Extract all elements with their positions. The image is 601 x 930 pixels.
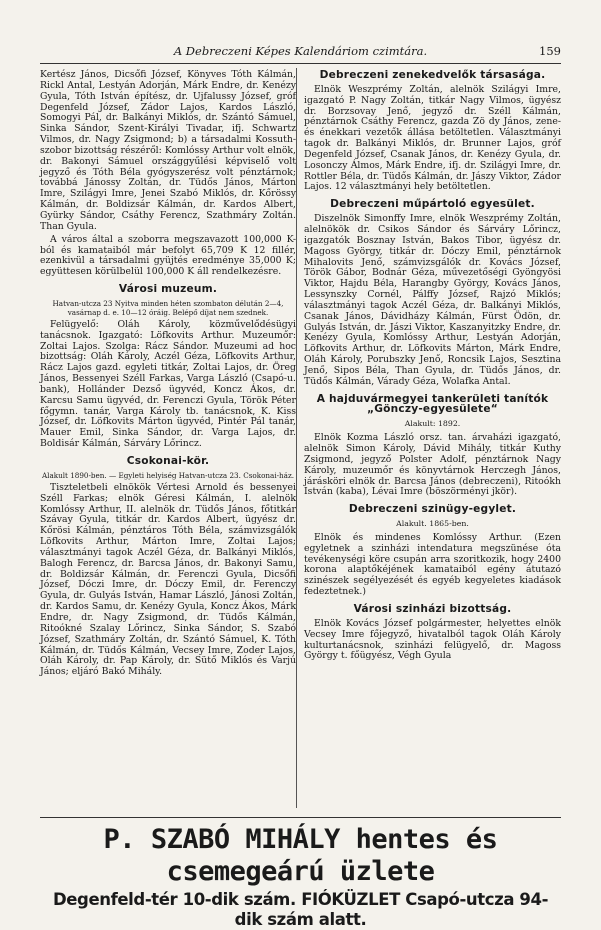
gonczy-paragraph: Elnök Kozma László orsz. tan. árvaházi igazgató, alelnök Simon Károly, Dávid Mihály, titkár Kuthy Zsigmond, jegyző Polster Adolf, pénztárnok Nagy Károly, muzeumőr és könyvtárnok Herczegh János, járásköri elnök dr. Barcsa János (debreczeni), Ritoókh István (kaba), Lévai Imre (böszörményi jkör). [304,432,561,498]
column-divider [296,68,297,808]
szinhazi-heading: Városi szinházi bizottság. [353,602,512,615]
csokonai-heading: Csokonai-kör. [126,455,210,467]
csokonai-paragraph: Tiszteletbeli elnökök Vértesi Arnold és bessenyei Széll Farkas; elnök Géresi Kálmán, I. alelnök Komlóssy Arthur, II. alelnök dr. Tüdős János, főtitkár Szávay Gyula, titkár dr. Kardos Albert, ügyész dr. Kőrösi Kálmán, pénztáros Tóth Béla, számvizsgálók Löfkovits Arthur, Márton Imre, Zoltai Lajos; választmányi tagok Aczél Géza, dr. Balkányi Miklós, Balogh Ferencz, dr. Barcsa János, dr. Bakonyi Samu, dr. Boldizsár Kálmán, dr. Ferenczi Gyula, Dicsőfi József, Dóczi Imre, dr. Dóczy Emil, dr. Ferenczy Gyula, dr. Gulyás István, Hamar László, Jánosi Zoltán, dr. Kardos Samu, dr. Kenézy Gyula, Koncz Ákos, Márk Endre, dr. Nagy Zsigmond, dr. Tüdős Kálmán, Ritoókné Szalay Lőrincz, Sinka Sándor, S. Szabó József, Szathmáry Zoltán, dr. Szántó Sámuel, K. Tóth Kálmán, dr. Tüdős Kálmán, Vecsey Imre, Zoder Lajos, Oláh Károly, dr. Pap Károly, dr. Sütő Miklós és Varjú János; eljáró Bakó Mihály. [40,481,296,678]
mupartolo-paragraph: Diszelnök Simonffy Imre, elnök Weszprémy Zoltán, alelnökök dr. Csikos Sándor és Sárváry Lőrincz, igazgatók Bosznay István, Bakos Tibor, ügyész dr. Magoss György, titkár dr. Dóczy Emil, pénztárnok Mihalovits Jenő, számvizsgálók dr. Kovács József, Török Gábor, Bodnár Géza, művezetőségi Gyöngyösi Viktor, Hajdu Béla, Harangby György, Kovács János, Lessynszky Cornél, Pálffy József, Rajzó Miklós; választmányi tagok Aczél Géza, dr. Balkányi Miklós, Csanak János, Dávidházy Kálmán, Fürst Ödön, dr. Gulyás István, dr. Jászi Viktor, Kaszanyitzky Endre, dr. Kenézy Gyula, Komlóssy Arthur, Lestyán Adorján, Löfkovits Arthur, dr. Löfkovits Márton, Márk Endre, Oláh Károly, Porubszky Jenő, Roncsik Lajos, Sesztina Jenő, Sipos Béla, Than Gyula, dr. Tüdős János, dr. Tüdős Kálmán, Várady Géza, Wolafka Antal. [304,213,561,387]
szinhazi-paragraph: Elnök Kovács József polgármester, helyettes elnök Vecsey Imre főjegyző, hivatalból tagok Oláh Károly kulturtanácsnok, szinházi felügyelő, dr. Magoss György t. főügyész, Végh Gyula [304,617,561,662]
gonczy-heading: A hajduvármegyei tankerületi tanítók „Gönczy-egyesülete“ [316,392,549,416]
header-title: A Debreczeni Képes Kalendáriom czimtára. [173,44,428,58]
advertisement [40,817,561,929]
museum-subtitle: Hatvan-utcza 23 Nyitva minden héten szombaton délután 2—4, vasárnap d. e. 10—12 óráig. Belépő díjat nem szednek. [52,298,284,317]
ad-headline: P. SZABÓ MIHÁLY hentes és csemegeárú üzlete [103,824,498,887]
ad-address-line: Degenfeld-tér 10-dik szám. FIÓKÜZLET Csapó-utcza 94-dik szám alatt. [52,890,549,929]
kossuth-committee-paragraph: Kertész János, Dicsőfi József, Könyves Tóth Kálmán, Rickl Antal, Lestyán Adorján, Márk Endre, dr. Kenézy Gyula, Tóth István építész, dr. Ujfalussy József, gróf Degenfeld József, Zádor Lajos, Kardos László, Somogyi Pál, dr. Balkányi Miklós, dr. Szántó Sámuel, Sinka Sándor, Szent-Királyi Tivadar, ifj. Schwartz Vilmos, dr. Nagy Zsigmond; b) a társadalmi Kossuth-szobor bizottság részéről: Komlóssy Arthur volt elnök, dr. Bakonyi Sámuel országgyűlési képviselő volt jegyző és Tóth Béla gyógyszerész volt pénztárnok; továbbá Jánossy Zoltán, dr. Tüdős János, Márton Imre, Szilágyi Imre, Jenei Szabó Miklós, dr. Kőrössy Kálmán, dr. Boldizsár Kálmán, dr. Kardos Albert, Gyürky Sándor, Csáthy Ferencz, Szathmáry Zoltán. Than Gyula. [40,69,296,232]
zene-heading: Debreczeni zenekedvelők társasága. [319,69,546,81]
csokonai-subtitle: Alakult 1890-ben. — Egyleti helyiség Hatvan-utcza 23. Csokonai-ház. [41,470,295,480]
kossuth-funds-paragraph: A város által a szoborra megszavazott 100,000 K-ból és kamataiból már befolyt 65,709 K 12 fillér, ezenkivül a társadalmi gyüjtés eredménye 35,000 K; együttesen körülbelül 100,000 K áll rendelkezésre. [40,233,296,278]
gonczy-subtitle: Alakult: 1892. [404,419,461,429]
right-column [304,70,561,664]
szinugy-paragraph: Elnök és mindenes Komlóssy Arthur. (Ezen egyletnek a szinházi intendatura megszünése óta tevékenységi köre csupán arra szoritkozik, hogy 2400 korona alaptőkéjének kamataiból egény átutazó szinészek segélyezését és egyéb kegyeletes kiadások fedeztetnek.) [304,531,561,598]
page-number: 159 [539,44,561,58]
mupartolo-heading: Debreczeni műpártoló egyesület. [330,198,535,211]
museum-paragraph: Felügyelő: Oláh Károly, közművelődésügyi tanácsnok. Igazgató: Löfkovits Arthur. Muzeumőr: Zoltai Lajos. Szolga: Rácz Sándor. Muzeumi ad hoc bizottság: Oláh Károly, Aczél Géza, Löfkovits Arthur, Rácz Lajos gazd. egyleti titkár, Zoltai Lajos, dr. Öreg János, Bessenyei Széll Farkas, Varga László (Csapó-u. bank), Hollánder Dezső ügyvéd, Koncz Ákos, dr. Karcsu Samu ügyvéd, dr. Ferenczi Gyula, Török Péter főgymn. tanár, Varga Károly tb. tanácsnok, K. Kiss József, dr. Löfkovits Márton ügyvéd, Pintér Pál tanár, Mauer Emil, Sinka Sándor, dr. Varga Lajos, dr. Boldisár Kálmán, Sárváry Lőrincz. [40,318,296,450]
header-rule [40,63,561,64]
szinugy-heading: Debreczeni szinügy-egylet. [348,503,517,516]
left-column [40,70,296,680]
running-header [40,44,561,60]
szinugy-subtitle: Alakult. 1865-ben. [396,519,469,529]
museum-heading: Városi muzeum. [118,283,218,296]
zene-paragraph: Elnök Weszprémy Zoltán, alelnök Szilágyi Imre, igazgató P. Nagy Zoltán, titkár Nagy Vilmos, ügyész dr. Borzsovay Jenő, jegyző dr. Széll Kálmán, pénztárnok Csáthy Ferencz, gazda Zö dy János, zene- és énekkari vezetők állása betöltetlen. Választmányi tagok dr. Balkányi Miklós, dr. Brunner Lajos, gróf Degenfeld József, Csanak János, dr. Kenézy Gyula, dr. Losonczy Álmos, Márk Endre, ifj. dr. Szilágyi Imre, dr. Rottler Béla, dr. Tüdős Kálmán, dr. Jászy Viktor, Zádor Lajos. 12 választmányi hely betöltetlen. [304,83,561,193]
